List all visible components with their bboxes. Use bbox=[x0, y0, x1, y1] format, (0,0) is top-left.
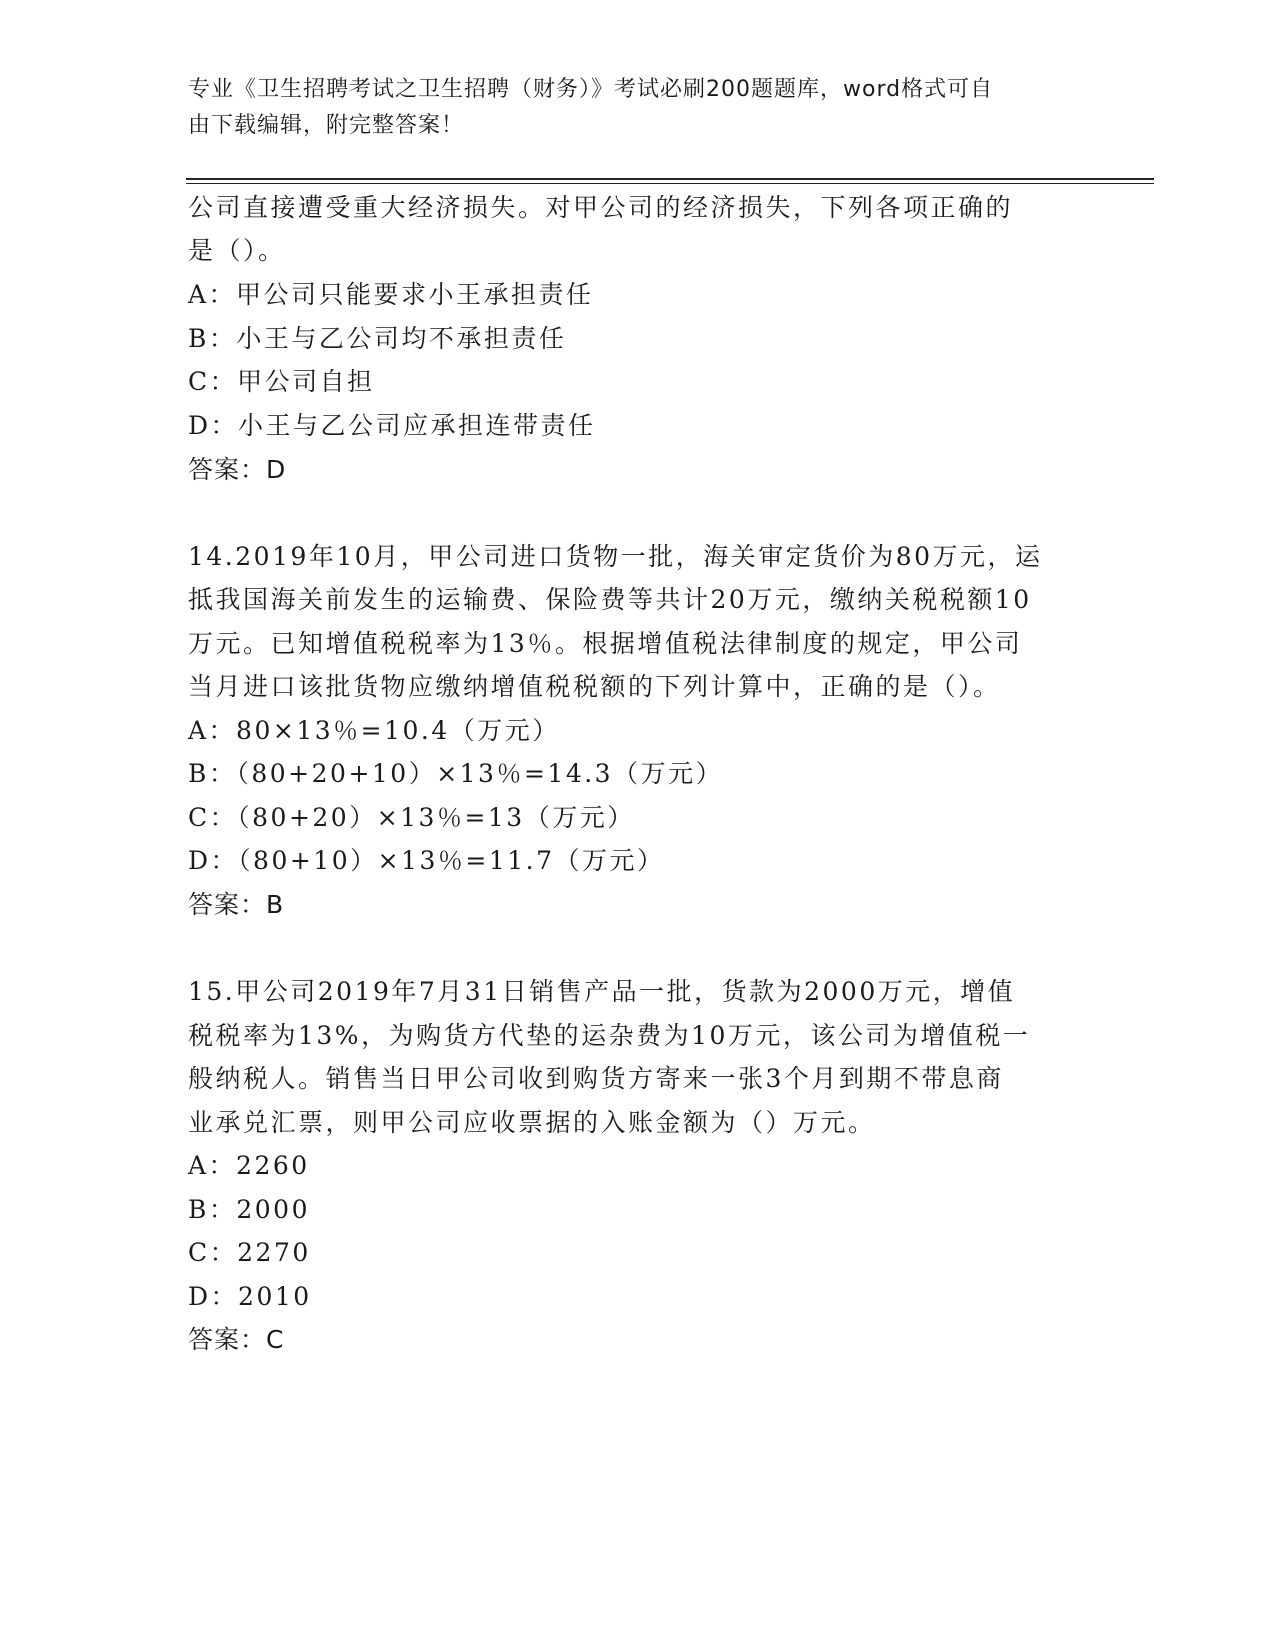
q15-option-d: D：2010 bbox=[188, 1282, 312, 1311]
document-header bbox=[188, 72, 1068, 144]
q15-stem-line-1: 15.甲公司2019年7月31日销售产品一批，货款为2000万元，增值 bbox=[188, 977, 1016, 1006]
header-divider-thick bbox=[186, 178, 1154, 180]
q13-option-c: C：甲公司自担 bbox=[188, 367, 375, 396]
q15-stem-line-2: 税税率为13%，为购货方代垫的运杂费为10万元，该公司为增值税一 bbox=[188, 1021, 1031, 1050]
q15-option-b: B：2000 bbox=[188, 1195, 310, 1224]
q15-stem-line-3: 般纳税人。销售当日甲公司收到购货方寄来一张3个月到期不带息商 bbox=[188, 1064, 1004, 1093]
q14-stem-line-2: 抵我国海关前发生的运输费、保险费等共计20万元，缴纳关税税额10 bbox=[188, 585, 1032, 614]
q15-answer: 答案：C bbox=[188, 1325, 285, 1354]
q14-option-b: B：（80+20+10）×13％=14.3（万元） bbox=[188, 759, 724, 788]
q14-option-a: A：80×13％=10.4（万元） bbox=[188, 716, 560, 745]
q13-option-b: B：小王与乙公司均不承担责任 bbox=[188, 324, 567, 353]
q14-stem-line-3: 万元。已知增值税税率为13％。根据增值税法律制度的规定，甲公司 bbox=[188, 629, 1023, 658]
header-line-1: 专业《卫生招聘考试之卫生招聘（财务）》考试必刷200题题库，word格式可自 bbox=[188, 77, 994, 102]
q14-option-c: C：（80+20）×13％=13（万元） bbox=[188, 803, 635, 832]
q14-stem-line-1: 14.2019年10月，甲公司进口货物一批，海关审定货价为80万元，运 bbox=[188, 542, 1043, 571]
q13-stem-line-1: 公司直接遭受重大经济损失。对甲公司的经济损失，下列各项正确的 bbox=[188, 193, 1014, 222]
q14-answer: 答案：B bbox=[188, 890, 285, 919]
q13-stem-line-2: 是（）。 bbox=[188, 236, 286, 265]
q15-option-c: C：2270 bbox=[188, 1238, 311, 1267]
q14-option-d: D：（80+10）×13％=11.7（万元） bbox=[188, 846, 665, 875]
q14-stem-line-4: 当月进口该批货物应缴纳增值税税额的下列计算中，正确的是（）。 bbox=[188, 672, 1001, 701]
header-line-2: 由下载编辑，附完整答案！ bbox=[188, 113, 465, 138]
q13-option-a: A：甲公司只能要求小王承担责任 bbox=[188, 280, 594, 309]
q15-option-a: A：2260 bbox=[188, 1151, 310, 1180]
q15-stem-line-4: 业承兑汇票，则甲公司应收票据的入账金额为（）万元。 bbox=[188, 1108, 876, 1137]
q13-answer: 答案：D bbox=[188, 455, 287, 484]
header-divider-thin bbox=[186, 183, 1154, 184]
q13-option-d: D：小王与乙公司应承担连带责任 bbox=[188, 411, 596, 440]
